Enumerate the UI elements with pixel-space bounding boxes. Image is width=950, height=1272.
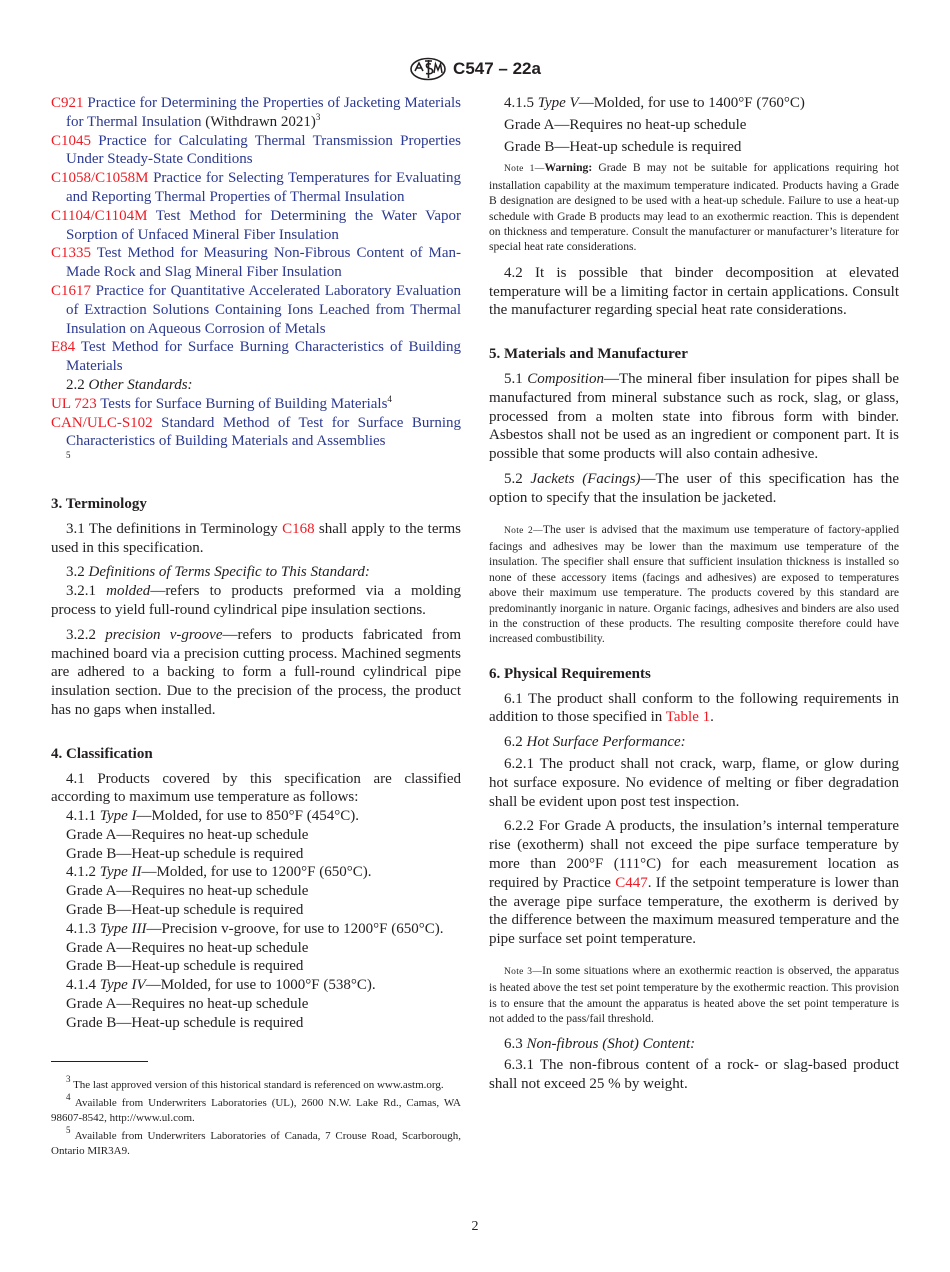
reference-title-link[interactable]: Tests for Surface Burning of Building Materials [100, 395, 388, 412]
type-label: Type II [99, 864, 142, 881]
paragraph-6-3 [489, 1035, 899, 1054]
reference-item [51, 169, 461, 207]
grade-b-line: Grade B—Heat-up schedule is required [66, 958, 304, 975]
section-number: 4.1.5 [504, 95, 534, 111]
other-standards-list [51, 395, 461, 470]
right-column [489, 94, 899, 1094]
reference-code-link[interactable]: CAN/ULC-S102 [51, 414, 153, 431]
type-label: Type III [99, 920, 147, 937]
type-iv-line [51, 976, 461, 995]
section-heading-materials: 5. Materials and Manufacturer [489, 346, 688, 363]
type-label: Type I [99, 808, 137, 825]
section-number: 6.2 [504, 734, 523, 751]
text: 3.1 The definitions in Terminology [66, 520, 283, 537]
type-label: Type V [537, 95, 579, 111]
section-number: 3.2 [66, 564, 85, 581]
footnote-number: 4 [66, 1092, 71, 1103]
section-number: 5.1 [504, 371, 523, 388]
document-designation: C547 – 22a [453, 59, 541, 78]
text: . If the setpoint temperature is lower than the average pipe surface temperature, the exotherm is derived by the difference between the maximum measured temperature and the pipe surface set point temperature. [489, 874, 899, 948]
text: 6.2.2 For Grade A products, the insulation’s internal temperature rise (exotherm) shall not exceed the pipe surface temperature by more than 200°F (111°C) for each measurement location as required by Practice [489, 818, 899, 891]
reference-suffix: (Withdrawn 2021) [201, 113, 316, 130]
footnote [51, 1073, 461, 1093]
type-v-line [489, 94, 899, 113]
astm-logo-icon [409, 57, 447, 81]
reference-title-link[interactable]: Practice for Quantitative Accelerated Laboratory Evaluation of Extraction Solutions Containing Ions Leached from Thermal Insulation on Aqueous Corrosion of Metals [66, 282, 461, 337]
section-heading-physical: 6. Physical Requirements [489, 665, 651, 682]
defined-term: precision v-groove [105, 626, 223, 643]
footnotes [51, 1073, 461, 1159]
grade-b-line: Grade B—Heat-up schedule is required [504, 138, 742, 155]
paragraph-6-1 [489, 690, 899, 728]
paragraph-4-2: 4.2 It is possible that binder decomposition at elevated temperature will be a limiting factor in certain applications. Consult the manufacturer regarding special heat rate considerations. [489, 264, 899, 319]
reference-title-link[interactable]: Test Method for Determining the Water Vapor Sorption of Unfaced Mineral Fiber Insulation [66, 207, 461, 243]
grade-b-line: Grade B—Heat-up schedule is required [66, 902, 304, 919]
note-label: Note 2— [504, 525, 543, 536]
paragraph-3-2-2 [51, 626, 461, 720]
reference-link-c447[interactable]: C447 [615, 874, 648, 891]
paragraph-6-2-2 [489, 817, 899, 949]
note-label: Note 1— [504, 164, 545, 175]
reference-title-link[interactable]: Test Method for Surface Burning Characteristics of Building Materials [66, 339, 461, 375]
footnote-number: 5 [66, 1125, 71, 1136]
page-header [0, 56, 950, 82]
reference-title-link[interactable]: Test Method for Measuring Non-Fibrous Content of Man-Made Rock and Slag Mineral Fiber Insulation [66, 245, 461, 281]
text: —The mineral fiber insulation for pipes shall be manufactured from mineral substance such as rock, slag, or glass, processed from a molten state into fibrous form with binder. Asbestos shall not be used as an ingredient or component part. It is possible that some products will also contain adhesive. [489, 371, 899, 463]
reference-code-link[interactable]: UL 723 [51, 395, 97, 412]
section-label: Definitions of Terms Specific to This Standard: [88, 564, 370, 581]
paragraph-6-3-1: 6.3.1 The non-fibrous content of a rock- or slag-based product shall not exceed 25 % by weight. [489, 1057, 899, 1093]
page-number: 2 [471, 1219, 479, 1234]
footnote-text: Available from Underwriters Laboratories (UL), 2600 N.W. Lake Rd., Camas, WA 98607-8542, http://www.ul.com. [51, 1097, 461, 1124]
note-text: In some situations where an exothermic reaction is observed, the apparatus is heated above the test set point temperature by the exothermic reaction. This provision is to ensure that the amount the apparatus is heated above the set point temperature is not added to the pass/fail threshold. [489, 964, 899, 1026]
section-heading-terminology: 3. Terminology [51, 495, 147, 512]
reference-item [51, 207, 461, 245]
reference-code-link[interactable]: C1058/C1058M [51, 170, 149, 187]
grade-a-line: Grade A—Requires no heat-up schedule [66, 996, 309, 1013]
section-heading-classification: 4. Classification [51, 745, 153, 762]
table-1-link[interactable]: Table 1 [665, 709, 711, 726]
grade-b-line: Grade B—Heat-up schedule is required [66, 845, 304, 862]
text: —Molded, for use to 1000°F (538°C). [145, 977, 376, 994]
text: —Precision v-groove, for use to 1200°F (650°C). [146, 920, 444, 937]
section-number: 4.1.2 [66, 864, 96, 881]
section-number: 5.2 [504, 471, 523, 487]
reference-code-link[interactable]: C921 [51, 95, 84, 111]
footnote-ref: 5 [66, 450, 71, 461]
text: —Molded, for use to 1400°F (760°C) [578, 95, 805, 111]
section-label: Hot Surface Performance: [526, 734, 686, 751]
grade-a-line: Grade A—Requires no heat-up schedule [504, 116, 747, 133]
type-iii-line [51, 920, 461, 939]
text: —Molded, for use to 1200°F (650°C). [141, 864, 372, 881]
reference-item [51, 414, 461, 470]
reference-item [51, 94, 461, 132]
note-3 [489, 963, 899, 1027]
reference-code-link[interactable]: C1104/C1104M [51, 207, 148, 224]
reference-code-link[interactable]: C1335 [51, 245, 92, 262]
section-label: Jackets (Facings) [530, 471, 641, 487]
footnote [51, 1125, 461, 1158]
text: —The user of this specification has the option to specify that the insulation be jacketed. [489, 471, 899, 506]
grade-a-line: Grade A—Requires no heat-up schedule [66, 826, 309, 843]
text: 6.1 The product shall conform to the following requirements in addition to those specified in [489, 690, 899, 726]
footnote-number: 3 [66, 1073, 71, 1084]
text: —Molded, for use to 850°F (454°C). [136, 808, 359, 825]
reference-code-link[interactable]: C1045 [51, 132, 92, 149]
footnote-text: The last approved version of this historical standard is referenced on www.astm.org. [73, 1078, 444, 1091]
section-label: Non-fibrous (Shot) Content: [526, 1035, 696, 1052]
paragraph-5-2 [489, 470, 899, 508]
section-label: Other Standards: [88, 376, 193, 393]
reference-item [51, 282, 461, 338]
reference-item [51, 338, 461, 376]
warning-label: Warning: [544, 161, 593, 175]
reference-code-link[interactable]: C1617 [51, 282, 92, 299]
section-number: 2.2 [66, 376, 85, 393]
note-label: Note 3— [504, 967, 543, 977]
section-number: 4.1.1 [66, 808, 96, 825]
note-text: Grade B may not be suitable for applications requiring hot installation capability at the maximum temperature indicated. Products having a Grade B designation are designed to be used with a heat-up schedule. Failure to use a heat-up schedule with Grade B products may lead to an exothermic reaction. This is dependent on thickness and temperature. Consult the manufacturer or manufacturer’s literature for special heat rate considerations. [489, 161, 899, 254]
text: shall apply to the terms used in this specification. [51, 520, 461, 556]
paragraph-3-2 [51, 563, 461, 582]
text: . [710, 709, 714, 726]
paragraph-4-1: 4.1 Products covered by this specification are classified according to maximum use temperature as follows: [51, 770, 461, 806]
paragraph-6-2 [489, 733, 899, 752]
note-2 [489, 522, 899, 647]
defined-term: molded [106, 583, 151, 600]
section-number: 4.1.4 [66, 977, 96, 994]
grade-a-line: Grade A—Requires no heat-up schedule [66, 883, 309, 900]
reference-item [51, 395, 461, 414]
grade-a-line: Grade A—Requires no heat-up schedule [66, 939, 309, 956]
reference-title-link[interactable]: Practice for Calculating Thermal Transmission Properties Under Steady-State Conditions [66, 132, 461, 168]
footnote [51, 1092, 461, 1125]
type-label: Type IV [99, 977, 146, 994]
text: —refers to products preformed via a molding process to yield full-round cylindrical pipe insulation sections. [51, 583, 462, 618]
other-standards-heading [51, 376, 461, 395]
note-text: The user is advised that the maximum use temperature of factory-applied facings and adhesives may be lower than the maximum use temperature of the insulation. The specifier shall ensure that sufficient insulation thickness is installed so none of these accessory items (facings and adhesives) are exposed to temperatures above their maximum use temperature. The products covered by this standard are predominantly inorganic in nature. Organic facings, adhesives and binders are also used in the construction of these products. The resulting composite therefore could have increased combustibility. [489, 522, 899, 646]
reference-item [51, 132, 461, 170]
section-number: 3.2.2 [66, 626, 96, 643]
section-label: Composition [527, 371, 604, 388]
footnote-ref: 3 [315, 111, 321, 122]
text: —refers to products fabricated from machined board via a precision cutting process. Machined segments are adhered to a backing to form a full-round cylindrical pipe insulation section. Due to the precision of the process, the product has no gaps when installed. [51, 626, 461, 718]
paragraph-3-2-1 [51, 582, 461, 620]
reference-title-link[interactable]: Practice for Determining the Properties of Jacketing Materials for Thermal Insulation [66, 95, 461, 130]
section-number: 6.3 [504, 1035, 523, 1052]
footnote-ref: 4 [387, 393, 392, 404]
type-ii-line [51, 863, 461, 882]
footnote-text: Available from Underwriters Laboratories of Canada, 7 Crouse Road, Scarborough, Ontario MIR3A9. [51, 1130, 461, 1158]
reference-title-link[interactable]: Practice for Selecting Temperatures for Evaluating and Reporting Thermal Properties of Thermal Insulation [66, 170, 461, 205]
reference-link-c168[interactable]: C168 [282, 520, 315, 537]
type-i-line [51, 807, 461, 826]
reference-title-link[interactable]: Standard Method of Test for Surface Burning Characteristics of Building Materials and Assemblies [66, 414, 462, 450]
note-1 [489, 160, 899, 254]
paragraph-3-1 [51, 520, 461, 558]
referenced-documents-list [51, 94, 461, 376]
reference-code-link[interactable]: E84 [51, 339, 76, 356]
reference-item [51, 244, 461, 282]
left-column [51, 94, 461, 1163]
footnote-divider [51, 1061, 148, 1062]
paragraph-5-1 [489, 370, 899, 464]
section-number: 4.1.3 [66, 920, 96, 937]
grade-b-line: Grade B—Heat-up schedule is required [66, 1014, 304, 1031]
paragraph-6-2-1: 6.2.1 The product shall not crack, warp, flame, or glow during hot surface exposure. No evidence of melting or fiber degradation shall be evident upon post test inspection. [489, 756, 899, 810]
section-number: 3.2.1 [66, 583, 96, 600]
